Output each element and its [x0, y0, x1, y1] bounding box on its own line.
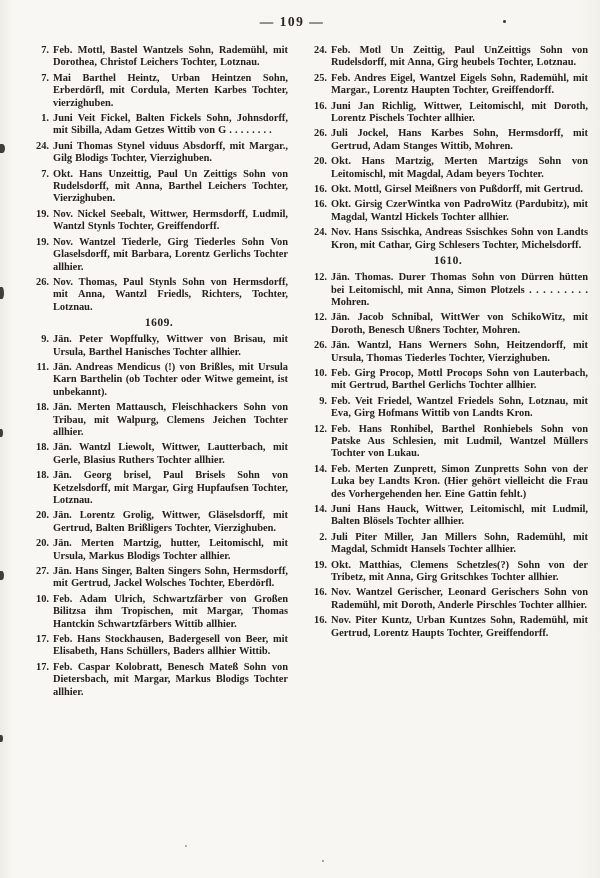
entry-day-number: 17. — [36, 661, 49, 673]
entry-text: Okt. Hans Unzeittig, Paul Un Zeittigs Sohn von Rudelsdorff, mit Anna, Barthel Leichers Tochter, Vierzighuben. — [53, 168, 288, 205]
register-entry — [30, 73, 288, 110]
entry-text: Juni Jan Richlig, Wittwer, Leitomischl, mit Doroth, Lorentz Pischels Tochter allhier. — [331, 100, 588, 125]
entry-text: Okt. Mottl, Girsel Meißners von Pußdorff, mit Gertrud. — [331, 184, 583, 196]
entry-day-number: 12. — [314, 312, 327, 324]
register-entry — [308, 615, 588, 640]
register-entry — [30, 538, 288, 563]
entry-day-number: 26. — [314, 340, 327, 352]
register-entry — [308, 199, 588, 224]
register-entry — [30, 662, 288, 699]
entry-day-number: 20. — [36, 510, 49, 522]
entry-day-number: 24. — [36, 140, 49, 152]
entry-text: Jän. Jacob Schnibal, WittWer von SchikoWitz, mit Doroth, Benesch Ußners Tochter, Mohren. — [331, 312, 588, 336]
entry-day-number: 7. — [41, 168, 49, 180]
register-entry — [30, 169, 288, 206]
register-entry — [308, 368, 588, 393]
register-column-right — [308, 45, 588, 702]
entry-text: Jän. Merten Martzig, hutter, Leitomischl, mit Ursula, Markus Blodigs Tochter allhier. — [53, 538, 288, 562]
entry-day-number: 16. — [314, 100, 327, 112]
register-entry — [30, 334, 288, 359]
entry-text: Jän. Andreas Mendicus (!) von Brißles, mit Ursula Karn Barthelin (ob Tochter oder Witwe gemeint, ist unbekannt). — [53, 361, 288, 398]
register-column-left — [30, 45, 288, 702]
entry-text: Nov. Nickel Seebalt, Wittwer, Hermsdorff, Ludmil, Wantzl Stynls Tochter, Greiffendorff. — [53, 208, 288, 233]
entry-text: Nov. Thomas, Paul Stynls Sohn von Hermsdorff, mit Anna, Wantzl Friedls, Richters, Tochter, Lotznau. — [53, 276, 288, 313]
entry-text: Jän. Wantzl, Hans Werners Sohn, Heitzendorff, mit Ursula, Thomas Tiederles Tochter, Vierzighuben. — [331, 340, 588, 364]
register-entry — [308, 340, 588, 365]
entry-text: Feb. Adam Ulrich, Schwartzfärber von Großen Bilitzsa ihm Tropischen, mit Margar, Thomas Hantckin Schwartzfärbers Wittib allhier. — [53, 593, 288, 630]
register-entry — [308, 504, 588, 529]
register-entry — [308, 312, 588, 337]
register-entry — [30, 510, 288, 535]
year-heading: 1610. — [433, 255, 463, 268]
entry-text: Feb. Veit Friedel, Wantzel Friedels Sohn, Lotznau, mit Eva, Girg Hofmans Wittib von Landts Kron. — [331, 395, 588, 420]
register-entry — [308, 184, 588, 196]
register-entry — [30, 566, 288, 591]
entry-day-number: 11. — [36, 361, 49, 373]
entry-day-number: 12. — [314, 272, 327, 284]
entry-day-number: 24. — [314, 227, 327, 239]
entry-day-number: 27. — [36, 566, 49, 578]
register-entry — [30, 237, 288, 274]
entry-day-number: 18. — [36, 442, 49, 454]
register-entry — [308, 464, 588, 501]
entry-text: Feb. Motl Un Zeittig, Paul UnZeittigs Sohn von Rudelsdorff, mit Anna, Girg heubels Tochter, Lotznau. — [331, 45, 588, 69]
register-entry — [308, 396, 588, 421]
entry-text: Feb. Mottl, Bastel Wantzels Sohn, Rademühl, mit Dorothea, Christof Leichers Tochter, Lotznau. — [53, 45, 288, 69]
entry-day-number: 19. — [314, 559, 327, 571]
register-entry — [308, 424, 588, 461]
scan-speck — [0, 429, 3, 437]
register-entry — [308, 587, 588, 612]
entry-day-number: 7. — [41, 72, 49, 84]
entry-day-number: 7. — [41, 45, 49, 56]
entry-text: Okt. Girsig CzerWintka von PadroWitz (Pardubitz), mit Magdal, Wantzl Hickels Tochter allhier. — [331, 199, 588, 223]
entry-text: Juni Hans Hauck, Wittwer, Leitomischl, mit Ludmil, Balten Blösels Tochter allhier. — [331, 504, 588, 528]
register-entry — [308, 532, 588, 557]
entry-day-number: 19. — [36, 236, 49, 248]
entry-day-number: 10. — [314, 367, 327, 379]
register-entry — [30, 594, 288, 631]
entry-text: Feb. Hans Ronhibel, Barthel Ronhiebels Sohn von Patske Aus Schlesien, mit Ludmil, Wantzel Müllers Tochter von Lukau. — [331, 423, 588, 460]
entry-day-number: 14. — [314, 463, 327, 475]
register-entry — [308, 128, 588, 153]
entry-text: Juni Thomas Stynel viduus Absdorff, mit Margar., Gilg Blodigs Tochter, Vierzighuben. — [53, 140, 288, 165]
entry-text: Jän. Wantzl Liewolt, Wittwer, Lautterbach, mit Gerle, Blasius Ruthers Tochter allhier. — [53, 442, 288, 466]
entry-day-number: 16. — [314, 199, 327, 211]
register-entry — [308, 272, 588, 309]
register-entry — [30, 141, 288, 166]
entry-day-number: 18. — [36, 470, 49, 482]
page-number: — 109 — — [259, 14, 325, 29]
entry-day-number: 26. — [314, 128, 327, 140]
entry-text: Okt. Hans Martzig, Merten Martzigs Sohn von Leitomischl, mit Magdal, Adam beyers Tochter. — [331, 156, 588, 180]
entry-text: Nov. Wantzel Tiederle, Girg Tiederles Sohn Von Glaselsdorff, mit Barbara, Lorentz Gerlichs Tochter allhier. — [53, 236, 288, 273]
entry-text: Jän. Merten Mattausch, Fleischhackers Sohn von Tribau, mit Walpurg, Clemens Jeichen Tochter allhier. — [53, 402, 288, 438]
entry-day-number: 10. — [36, 593, 49, 605]
scan-speck — [185, 845, 187, 847]
register-entry — [30, 634, 288, 659]
register-entry — [308, 560, 588, 585]
scan-speck — [0, 287, 4, 299]
register-entry — [308, 227, 588, 252]
entry-day-number: 1. — [41, 113, 49, 125]
entry-text: Jän. Lorentz Grolig, Wittwer, Gläselsdorff, mit Gertrud, Balten Brißligers Tochter, Vierzighuben. — [53, 510, 288, 534]
register-entry — [308, 156, 588, 181]
entry-day-number: 26. — [36, 276, 49, 288]
entry-day-number: 19. — [36, 208, 49, 220]
scan-speck — [0, 735, 3, 742]
entry-day-number: 18. — [36, 402, 49, 414]
entry-day-number: 14. — [314, 504, 327, 515]
year-heading: 1609. — [144, 317, 174, 330]
entry-text: Nov. Piter Kuntz, Urban Kuntzes Sohn, Rademühl, mit Gertrud, Lorentz Haupts Tochter, Greiffendorff. — [331, 615, 588, 639]
entry-text: Juli Jockel, Hans Karbes Sohn, Hermsdorff, mit Gertrud, Adam Stanges Wittib, Mohren. — [331, 128, 588, 152]
entry-text: Nov. Wantzel Gerischer, Leonard Gerischers Sohn von Rademühl, mit Doroth, Anderle Pirschles Tochter allhier. — [331, 587, 588, 611]
scan-speck — [0, 571, 4, 580]
entry-text: Jän. Peter Wopffulky, Wittwer von Brisau, mit Ursula, Barthel Hanisches Tochter allhier. — [53, 334, 288, 358]
entry-text: Jän. Hans Singer, Balten Singers Sohn, Hermsdorff, mit Gertrud, Jackel Wolsches Tochter, Eberdörfl. — [53, 566, 288, 590]
entry-text: Juni Veit Fickel, Balten Fickels Sohn, Johnsdorff, mit Sibilla, Adam Getzes Wittib von G . . . . . . . . — [53, 113, 288, 137]
register-entry — [30, 402, 288, 439]
entry-day-number: 12. — [314, 423, 327, 435]
entry-text: Feb. Girg Procop, Mottl Procops Sohn von Lauterbach, mit Gertrud, Barthel Gerlichs Tochter allhier. — [331, 367, 588, 392]
entry-text: Jän. Thomas. Durer Thomas Sohn von Dürren hütten bei Leitomischl, mit Anna, Simon Plotzels . . . . . . . . . Mohren. — [331, 272, 588, 308]
entry-text: Okt. Matthias, Clemens Schetzles(?) Sohn von der Tribetz, mit Anna, Girg Gritschkes Tochter allhier. — [331, 559, 588, 584]
entry-day-number: 16. — [314, 587, 327, 599]
entry-text: Juli Piter Miller, Jan Millers Sohn, Rademühl, mit Magdal, Schmidt Hansels Tochter allhier. — [331, 531, 588, 556]
register-entry — [308, 73, 588, 98]
entry-day-number: 20. — [314, 156, 327, 168]
scan-speck — [0, 144, 5, 153]
register-entry — [308, 101, 588, 126]
scan-speck — [322, 860, 324, 862]
entry-day-number: 16. — [314, 184, 327, 196]
entry-day-number: 25. — [314, 72, 327, 84]
two-column-register — [30, 45, 588, 702]
entry-day-number: 17. — [36, 634, 49, 646]
entry-text: Feb. Hans Stockhausen, Badergesell von Beer, mit Elisabeth, Hans Schüllers, Baders allhier Wittib. — [53, 634, 288, 658]
entry-day-number: 9. — [319, 395, 327, 407]
entry-text: Mai Barthel Heintz, Urban Heintzen Sohn, Erberdörfl, mit Cordula, Merten Karbes Tochter, vierzighuben. — [53, 72, 288, 109]
scan-speck — [503, 20, 506, 23]
register-entry — [30, 362, 288, 399]
register-entry — [30, 45, 288, 70]
entry-day-number: 2. — [319, 531, 327, 543]
entry-text: Nov. Hans Ssischka, Andreas Ssischkes Sohn von Landts Kron, mit Cathar, Girg Schlesers Tochter, Michelsdorff. — [331, 227, 588, 251]
register-entry — [30, 277, 288, 314]
register-entry — [30, 209, 288, 234]
entry-day-number: 24. — [314, 45, 327, 56]
entry-text: Jän. Georg brisel, Paul Brisels Sohn von Ketzelsdorff, mit Margar, Girg Hupfaufsen Tochter, Lotznau. — [53, 470, 288, 506]
entry-text: Feb. Merten Zunprett, Simon Zunpretts Sohn von der Luka bey Landts Kron. (Hier gehört vielleicht die Frau des Vorhergehenden her. Eine Gattin fehlt.) — [331, 463, 588, 500]
entry-day-number: 16. — [314, 615, 327, 627]
entry-text: Feb. Caspar Kolobratt, Benesch Mateß Sohn von Dietersbach, mit Margar, Markus Blodigs Tochter allhier. — [53, 661, 288, 698]
register-entry — [308, 45, 588, 70]
entry-text: Feb. Andres Eigel, Wantzel Eigels Sohn, Rademühl, mit Margar., Lorentz Haupten Tochter, Greiffendorff. — [331, 72, 588, 97]
entry-day-number: 20. — [36, 538, 49, 550]
register-entry — [30, 442, 288, 467]
register-entry — [30, 113, 288, 138]
entry-day-number: 9. — [41, 334, 49, 346]
register-entry — [30, 470, 288, 507]
